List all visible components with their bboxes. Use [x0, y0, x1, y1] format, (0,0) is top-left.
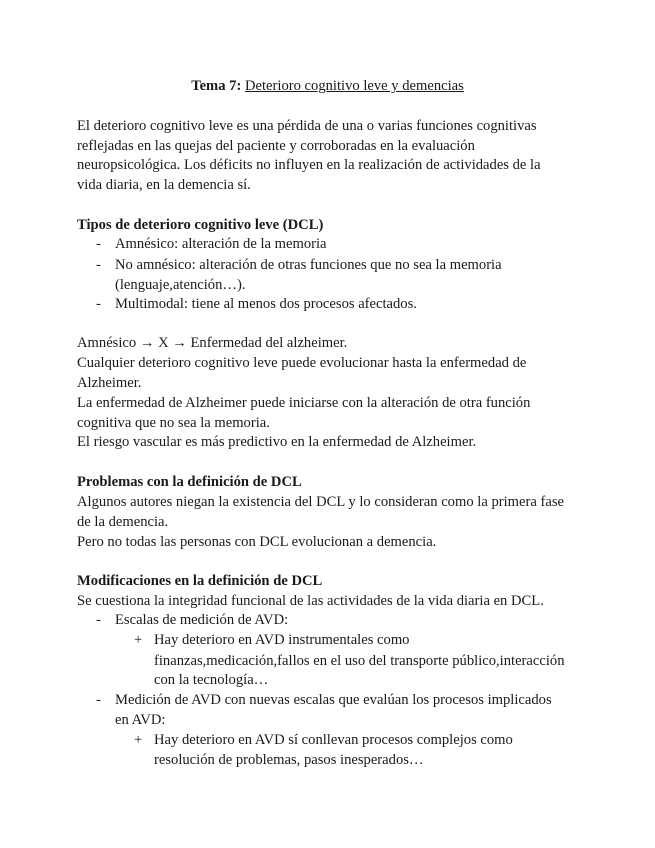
sub-bullet-marker: +: [134, 732, 143, 748]
alzheimer-line: La enfermedad de Alzheimer puede iniciarse con la alteración de otra función: [77, 395, 531, 411]
list-item: Amnésico: alteración de la memoria: [115, 236, 327, 252]
problemas-line: Pero no todas las personas con DCL evolucionan a demencia.: [77, 534, 437, 550]
sub-list-item-continuation: con la tecnología…: [154, 672, 269, 688]
page-title: [0, 76, 655, 96]
alzheimer-line: Amnésico → X → Enfermedad del alzheimer.: [77, 335, 348, 351]
list-item: No amnésico: alteración de otras funciones que no sea la memoria: [115, 257, 502, 273]
list-item: Multimodal: tiene al menos dos procesos afectados.: [115, 296, 417, 312]
list-item-continuation: en AVD:: [115, 712, 166, 728]
list-item-continuation: (lenguaje,atención…).: [115, 277, 246, 293]
intro-line: neuropsicológica. Los déficits no influyen en la realización de actividades de la: [77, 157, 541, 173]
list-item: Medición de AVD con nuevas escalas que evalúan los procesos implicados: [115, 692, 552, 708]
bullet-marker: -: [96, 296, 101, 312]
list-item: Escalas de medición de AVD:: [115, 612, 289, 628]
intro-line: El deterioro cognitivo leve es una pérdida de una o varias funciones cognitivas: [77, 118, 537, 134]
sub-list-item: Hay deterioro en AVD sí conllevan procesos complejos como: [154, 732, 513, 748]
bullet-marker: -: [96, 236, 101, 252]
modificaciones-intro: Se cuestiona la integridad funcional de las actividades de la vida diaria en DCL.: [77, 593, 544, 609]
sub-bullet-marker: +: [134, 632, 143, 648]
sub-list-item: Hay deterioro en AVD instrumentales como: [154, 632, 410, 648]
bullet-marker: -: [96, 612, 101, 628]
problemas-line: de la demencia.: [77, 514, 169, 530]
bullet-marker: -: [96, 257, 101, 273]
sub-list-item-continuation: resolución de problemas, pasos inesperados…: [154, 752, 424, 768]
alzheimer-line: Cualquier deterioro cognitivo leve puede evolucionar hasta la enfermedad de: [77, 355, 527, 371]
sub-list-item-continuation: finanzas,medicación,fallos en el uso del transporte público,interacción: [154, 653, 565, 669]
alzheimer-line: cognitiva que no sea la memoria.: [77, 415, 270, 431]
bullet-marker: -: [96, 692, 101, 708]
section-heading-tipos: Tipos de deterioro cognitivo leve (DCL): [77, 217, 324, 233]
alzheimer-line: El riesgo vascular es más predictivo en la enfermedad de Alzheimer.: [77, 434, 477, 450]
intro-line: reflejadas en las quejas del paciente y corroboradas en la evaluación: [77, 138, 475, 154]
title-label: Tema 7:: [191, 78, 242, 94]
section-heading-modificaciones: Modificaciones en la definición de DCL: [77, 573, 323, 589]
problemas-line: Algunos autores niegan la existencia del DCL y lo consideran como la primera fase: [77, 494, 564, 510]
intro-line: vida diaria, en la demencia sí.: [77, 177, 251, 193]
title-subject: Deterioro cognitivo leve y demencias: [244, 78, 464, 94]
alzheimer-line: Alzheimer.: [77, 375, 142, 391]
section-heading-problemas: Problemas con la definición de DCL: [77, 474, 302, 490]
